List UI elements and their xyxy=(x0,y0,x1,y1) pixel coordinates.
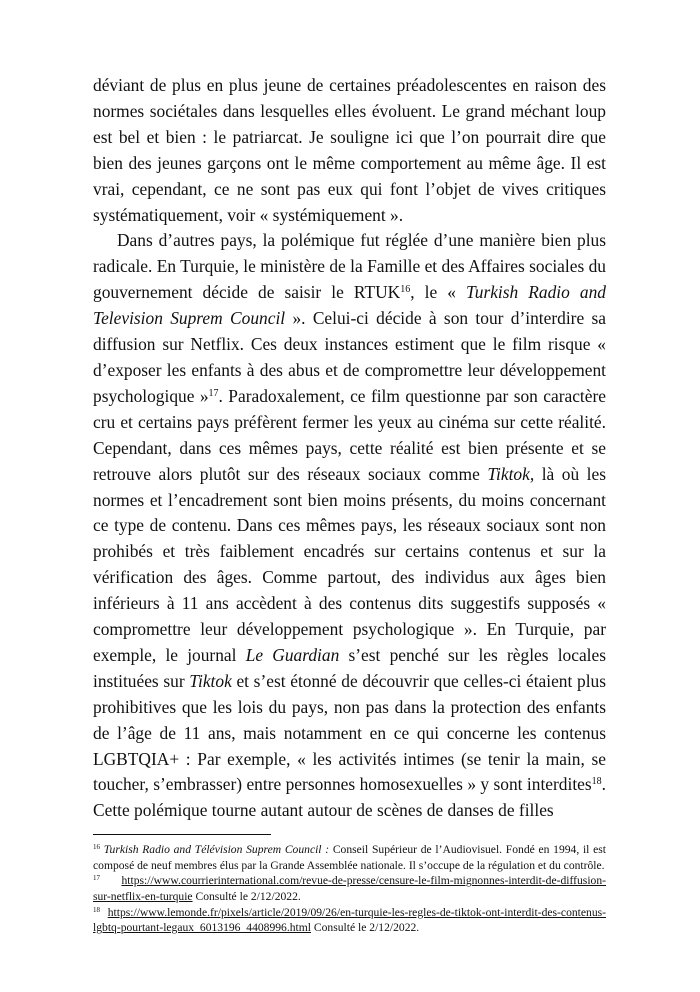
footnote-18-link[interactable]: https://www.lemonde.fr/pixels/article/2019/09/26/en-turquie-les-regles-de-tiktok-ont-interdit-des-contenus-lgbtq-pourtant-legaux_6013196_4408996.html xyxy=(93,905,606,935)
footnote-18-consulted: Consulté le 2/12/2022. xyxy=(311,921,420,935)
paragraph-2-text-7: et s’est étonné de découvrir que celles-ci étaient plus prohibitives que les lois du pays, non pas dans la protection des enfants de l’âge de 11 ans, mais notamment en ce qui concerne les contenus LGBTQIA+ : Par exemple, « les activités intimes (se tenir la main, se toucher, s’embrasser) entre personnes homosexuelles » y sont interdites xyxy=(93,670,606,795)
tiktok-italic-1: Tiktok, xyxy=(487,463,535,484)
footnote-16-title: Turkish Radio and Télévision Suprem Council : xyxy=(103,843,330,857)
document-page xyxy=(93,73,606,936)
paragraph-2-text-8: . Cette polémique tourne autant autour de scènes de danses de filles xyxy=(93,774,606,821)
footnote-ref-18[interactable]: 18 xyxy=(591,776,602,788)
footnote-17 xyxy=(93,873,606,904)
tiktok-italic-2: Tiktok xyxy=(189,670,232,691)
council-name: Turkish Radio and Television Suprem Council xyxy=(93,282,606,329)
paragraph-2-text-5: là où les normes et l’encadrement sont bien moins présents, du moins concernant ce type de contenu. Dans ces mêmes pays, les réseaux sociaux sont non prohibés et très faiblement encadrés sur certains contenus et sur la vérification des âges. Comme partout, des individus aux âges bien inférieurs à 11 ans accèdent à des contenus dits suggestifs supposés « compromettre leur développement psychologique ». En Turquie, par exemple, le journal xyxy=(93,463,606,665)
footnote-16-number: 16 xyxy=(93,843,100,852)
footnote-17-consulted: Consulté le 2/12/2022. xyxy=(192,890,301,904)
footnote-ref-17[interactable]: 17 xyxy=(208,387,219,399)
paragraph-2-text-4: . Paradoxalement, ce film questionne par son caractère cru et certains pays préfèrent fermer les yeux au cinéma sur cette réalité. Cependant, dans ces mêmes pays, cette réalité est bien présente et se retrouve alors plutôt sur des réseaux sociaux comme xyxy=(93,385,606,484)
footnote-18-number: 18 xyxy=(93,905,100,914)
body-text xyxy=(93,73,606,824)
footnote-16 xyxy=(93,842,606,873)
footnote-separator xyxy=(93,834,271,835)
paragraph-2 xyxy=(93,228,606,824)
paragraph-2-text-1: Dans d’autres pays, la polémique fut réglée d’une manière bien plus radicale. En Turquie, le ministère de la Famille et des Affaires sociales du gouvernement décide de saisir le RTUK xyxy=(93,230,606,303)
guardian-italic: Le Guardian xyxy=(245,644,340,665)
footnote-16-text: Conseil Supérieur de l’Audiovisuel. Fondé en 1994, il est composé de neuf membres élus par la Grande Assemblée nationale. Il s’occupe de la régulation et du contrôle. xyxy=(93,843,606,872)
footnote-17-number: 17 xyxy=(93,874,100,883)
paragraph-2-text-3: ». Celui-ci décide à son tour d’interdire sa diffusion sur Netflix. Ces deux instances estiment que le film risque « d’exposer les enfants à des abus et de compromettre leur développement psychologique » xyxy=(93,308,606,406)
footnote-18 xyxy=(93,905,606,936)
footnote-ref-16[interactable]: 16 xyxy=(400,284,411,296)
footnote-17-link[interactable]: https://www.courrierinternational.com/revue-de-presse/censure-le-film-mignonnes-interdit-de-diffusion-sur-netflix-en-turquie xyxy=(93,874,606,904)
paragraph-2-text-6: s’est penché sur les règles locales instituées sur xyxy=(93,644,607,691)
footnotes xyxy=(93,842,606,936)
paragraph-1: déviant de plus en plus jeune de certaines préadolescentes en raison des normes sociétales dans lesquelles elles évoluent. Le grand méchant loup est bel et bien : le patriarcat. Je souligne ici que l’on pourrait dire que bien des jeunes garçons ont le même comportement au même âge. Il est vrai, cependant, ce ne sont pas eux qui font l’objet de vives critiques systématiquement, voir « systémiquement ». xyxy=(93,75,606,225)
paragraph-2-text-2: , le « xyxy=(410,282,467,303)
